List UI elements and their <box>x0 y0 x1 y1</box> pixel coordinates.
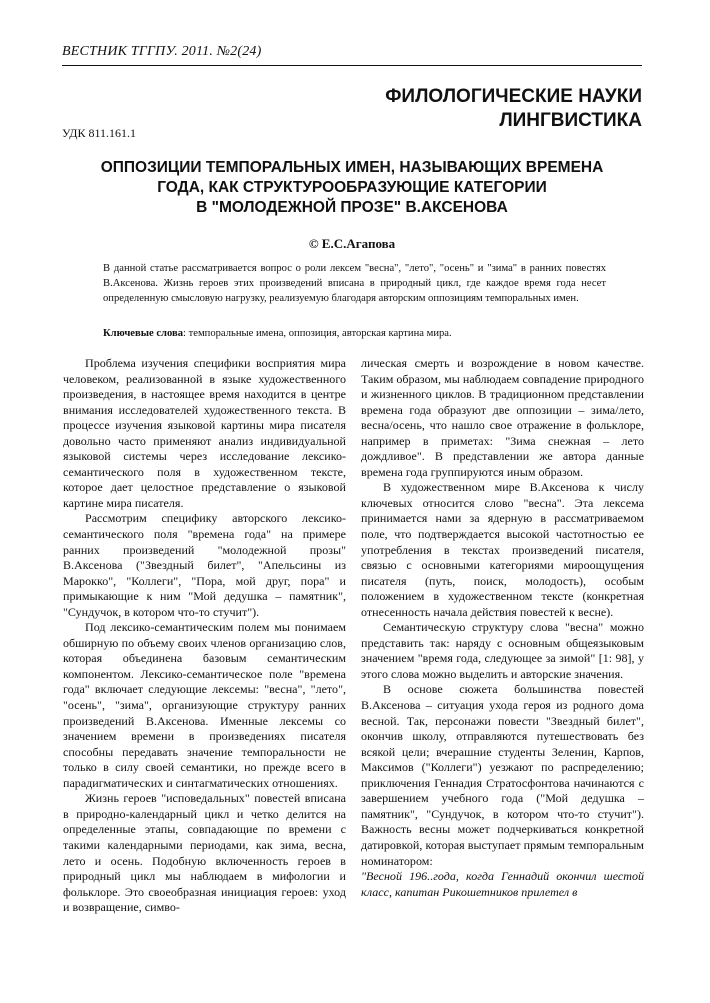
paragraph: В основе сюжета большинства повестей В.Аксенова – ситуация ухода героя из родного дома весной. Так, персонажи повести "Звездный билет", окончив школу, отправляются путешествовать без всякой цели; вчерашние студенты Зеленин, Карпов, Максимов ("Коллеги") уезжают по распределению; приключения Геннадия Стратосфонтова начинаются с завершением учебного года ("Мой дедушка – памятник", "Сундучок, в котором что-то стучит"). Важность весны может подчеркиваться конкретной датировкой, которая выступает прямым темпоральным номинатором: <box>361 682 644 868</box>
abstract: В данной статье рассматривается вопрос о роли лексем "весна", "лето", "осень" и "зима" в ранних повестях В.Аксенова. Жизнь героев этих произведений вписана в природный цикл, где каждое время года несет определенную смысловую нагрузку, реализуемую благодаря авторским оппозициям темпоральных имен. <box>103 263 606 304</box>
body-column-left <box>63 356 346 916</box>
article-title-line-2: ГОДА, КАК СТРУКТУРООБРАЗУЮЩИЕ КАТЕГОРИИ <box>157 179 547 196</box>
paragraph: В художественном мире В.Аксенова к числу ключевых относится слово "весна". Эта лексема принимается нами за ядерную в рассматриваемом поле, что подтверждается высокой частотностью ее употребления в текстах произведений писателя, связью с основными категориями мироощущения писателя (путь, поиск, молодость), особым положением в художественном тексте (конкретная отнесенность начала действия повестей к весне). <box>361 480 644 619</box>
quote-paragraph <box>361 869 644 900</box>
quoted-text: "Весной 196..года, когда Геннадий окончил шестой класс, капитан Рикошетников прилетел в <box>361 869 644 899</box>
section-heading <box>385 85 642 133</box>
article-title-line-3: В "МОЛОДЕЖНОЙ ПРОЗЕ" В.АКСЕНОВА <box>196 199 508 216</box>
paragraph: Жизнь героев "исповедальных" повестей вписана в природно-календарный цикл и четко делится на определенные этапы, совпадающие по времени с такими календарными периодами, как зима, весна, лето и осень. Подобную включенность героев в природный цикл мы наблюдаем в мифологии и фольклоре. Это своеобразная инициация героев: уход и возвращение, симво- <box>63 791 346 915</box>
body-column-right <box>361 356 644 900</box>
keywords-label: Ключевые слова <box>103 328 184 339</box>
paragraph: Семантическую структуру слова "весна" можно представить так: наряду с основным общеязыковым значением "время года, следующее за зимой" [1: 98], у этого слова можно выделить и авторские значения. <box>361 620 644 681</box>
author-name: © Е.С.Агапова <box>308 236 396 251</box>
keywords <box>103 326 606 341</box>
paragraph: лическая смерть и возрождение в новом качестве. Таким образом, мы наблюдаем совпадение природного и жизненного циклов. В традиционном представлении времена года образуют две оппозиции – зима/лето, весна/осень, что нашло свое отражение в фольклоре, например в приметах: "Зима снежная – лето дождливое". В представлении же автора данные времена года группируются иным образом. <box>361 356 644 479</box>
paragraph: Под лексико-семантическим полем мы понимаем обширную по объему своих членов организацию слов, которая объединена базовым семантическим компонентом. Лексико-семантическое поле "времена года" включает следующие лексемы: "весна", "лето", "осень", "зима", организующие структуру ранних произведений В.Аксенова. Именные лексемы со значением времени в произведениях писателя способны передавать значение темпоральности не только в силу своей семантики, но прежде всего в парадигматических и синтагматических отношениях. <box>63 620 346 790</box>
journal-running-header: ВЕСТНИК ТГГПУ. 2011. №2(24) <box>62 44 262 59</box>
paragraph: Проблема изучения специфики восприятия мира человеком, реализованной в языке художественного произведения, в настоящее время находится в центре внимания исследователей художественного текста. В процессе изучения языковой картины мира писателя довольно часто применяют анализ индивидуальной языковой системы через исследование лексико-семантического поля в художественном тексте, которое дает целостное представление о языковой картине мира писателя. <box>63 356 346 510</box>
paragraph: Рассмотрим специфику авторского лексико-семантического поля "времена года" на примере ранних произведений "молодежной прозы" В.Аксенова ("Звездный билет", "Апельсины из Марокко", "Коллеги", "Пора, мой друг, пора" и примыкающие к ним "Мой дедушка – памятник", "Сундучок, в котором что-то стучит"). <box>63 511 346 619</box>
article-title-line-1: ОППОЗИЦИИ ТЕМПОРАЛЬНЫХ ИМЕН, НАЗЫВАЮЩИХ ВРЕМЕНА <box>100 159 604 176</box>
keywords-text: : темпоральные имена, оппозиция, авторская картина мира. <box>183 328 452 339</box>
section-heading-line-1: ФИЛОЛОГИЧЕСКИЕ НАУКИ <box>385 86 642 107</box>
udc-code: УДК 811.161.1 <box>62 126 137 140</box>
section-heading-line-2: ЛИНГВИСТИКА <box>499 110 642 131</box>
article-title <box>62 158 642 218</box>
header-rule <box>62 65 642 66</box>
